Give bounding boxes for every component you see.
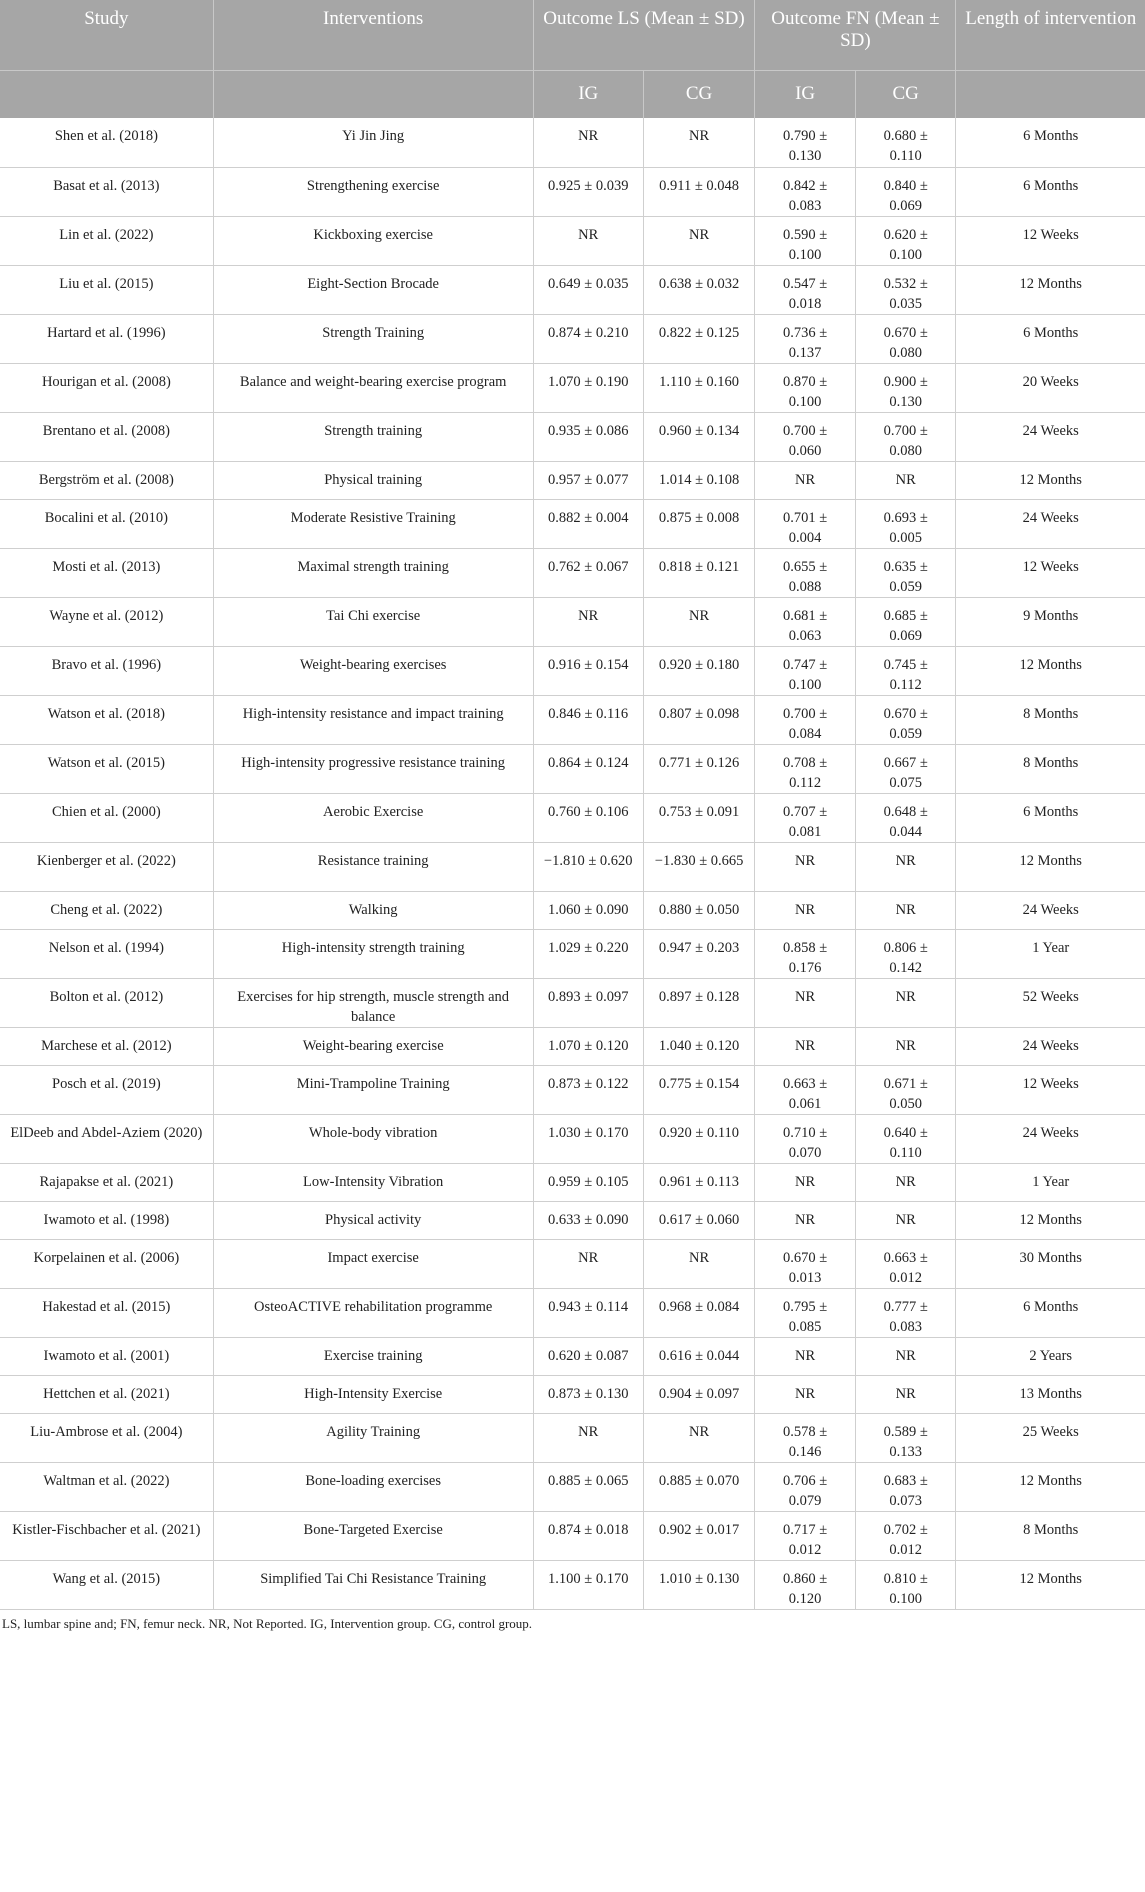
cell-ls-cg: 0.616 ± 0.044 [643, 1337, 754, 1375]
cell-ls-cg: 0.961 ± 0.113 [643, 1163, 754, 1201]
cell-fn-ig: 0.663 ± 0.061 [755, 1065, 856, 1114]
cell-ls-cg: −1.830 ± 0.665 [643, 842, 754, 891]
table-row [0, 646, 1145, 695]
cell-ls-cg: 0.617 ± 0.060 [643, 1201, 754, 1239]
cell-fn-ig: NR [755, 461, 856, 499]
cell-intervention: Tai Chi exercise [213, 597, 533, 646]
cell-fn-ig: NR [755, 1375, 856, 1413]
cell-study: Hartard et al. (1996) [0, 314, 213, 363]
cell-study: Iwamoto et al. (2001) [0, 1337, 213, 1375]
table-row [0, 118, 1145, 167]
cell-ls-cg: NR [643, 118, 754, 167]
cell-ls-ig: −1.810 ± 0.620 [533, 842, 643, 891]
cell-fn-ig: NR [755, 1027, 856, 1065]
cell-ls-ig: 0.935 ± 0.086 [533, 412, 643, 461]
cell-ls-ig: 1.100 ± 0.170 [533, 1560, 643, 1609]
table-row [0, 363, 1145, 412]
cell-intervention: Weight-bearing exercise [213, 1027, 533, 1065]
cell-ls-ig: 1.029 ± 0.220 [533, 929, 643, 978]
cell-length: 12 Months [956, 842, 1145, 891]
cell-ls-cg: 0.947 ± 0.203 [643, 929, 754, 978]
table-row [0, 461, 1145, 499]
cell-ls-ig: 0.925 ± 0.039 [533, 167, 643, 216]
cell-fn-cg: 0.840 ± 0.069 [855, 167, 956, 216]
cell-fn-ig: 0.700 ± 0.060 [755, 412, 856, 461]
cell-study: Korpelainen et al. (2006) [0, 1239, 213, 1288]
cell-study: Wang et al. (2015) [0, 1560, 213, 1609]
cell-ls-ig: 0.620 ± 0.087 [533, 1337, 643, 1375]
cell-intervention: Physical training [213, 461, 533, 499]
cell-fn-ig: 0.707 ± 0.081 [755, 793, 856, 842]
table-body [0, 118, 1145, 1609]
cell-study: Watson et al. (2018) [0, 695, 213, 744]
table-row [0, 978, 1145, 1027]
cell-fn-ig: 0.790 ± 0.130 [755, 118, 856, 167]
cell-study: Chien et al. (2000) [0, 793, 213, 842]
cell-fn-cg: 0.680 ± 0.110 [855, 118, 956, 167]
cell-intervention: Bone-loading exercises [213, 1462, 533, 1511]
cell-fn-ig: 0.655 ± 0.088 [755, 548, 856, 597]
cell-fn-cg: 0.532 ± 0.035 [855, 265, 956, 314]
cell-fn-cg: 0.702 ± 0.012 [855, 1511, 956, 1560]
cell-length: 20 Weeks [956, 363, 1145, 412]
cell-ls-ig: 0.893 ± 0.097 [533, 978, 643, 1027]
cell-length: 6 Months [956, 167, 1145, 216]
cell-ls-cg: 0.902 ± 0.017 [643, 1511, 754, 1560]
cell-intervention: Strength Training [213, 314, 533, 363]
cell-intervention: High-intensity strength training [213, 929, 533, 978]
table-row [0, 891, 1145, 929]
cell-study: Kienberger et al. (2022) [0, 842, 213, 891]
cell-ls-cg: 1.014 ± 0.108 [643, 461, 754, 499]
cell-fn-cg: NR [855, 978, 956, 1027]
cell-ls-cg: 0.920 ± 0.180 [643, 646, 754, 695]
cell-ls-ig: NR [533, 118, 643, 167]
cell-fn-ig: NR [755, 978, 856, 1027]
table-row [0, 1065, 1145, 1114]
cell-length: 24 Weeks [956, 1114, 1145, 1163]
cell-fn-ig: 0.700 ± 0.084 [755, 695, 856, 744]
cell-fn-ig: 0.717 ± 0.012 [755, 1511, 856, 1560]
cell-fn-cg: 0.667 ± 0.075 [855, 744, 956, 793]
cell-length: 24 Weeks [956, 499, 1145, 548]
subheader-fn-cg: CG [855, 70, 956, 118]
table-header [0, 0, 1145, 118]
cell-ls-ig: 0.864 ± 0.124 [533, 744, 643, 793]
subheader-blank [956, 70, 1145, 118]
cell-fn-ig: 0.706 ± 0.079 [755, 1462, 856, 1511]
cell-study: Cheng et al. (2022) [0, 891, 213, 929]
table-row [0, 1027, 1145, 1065]
cell-intervention: Whole-body vibration [213, 1114, 533, 1163]
cell-fn-ig: 0.681 ± 0.063 [755, 597, 856, 646]
cell-ls-cg: 0.911 ± 0.048 [643, 167, 754, 216]
cell-ls-cg: 0.904 ± 0.097 [643, 1375, 754, 1413]
table-row [0, 793, 1145, 842]
cell-fn-cg: 0.589 ± 0.133 [855, 1413, 956, 1462]
table-row [0, 597, 1145, 646]
cell-study: Bolton et al. (2012) [0, 978, 213, 1027]
table-row [0, 216, 1145, 265]
cell-study: Rajapakse et al. (2021) [0, 1163, 213, 1201]
cell-fn-cg: NR [855, 1027, 956, 1065]
cell-length: 6 Months [956, 314, 1145, 363]
cell-intervention: Maximal strength training [213, 548, 533, 597]
header-study: Study [0, 0, 213, 70]
cell-study: Liu-Ambrose et al. (2004) [0, 1413, 213, 1462]
cell-ls-ig: 0.762 ± 0.067 [533, 548, 643, 597]
cell-ls-ig: 0.874 ± 0.210 [533, 314, 643, 363]
cell-study: Hourigan et al. (2008) [0, 363, 213, 412]
cell-intervention: Mini-Trampoline Training [213, 1065, 533, 1114]
cell-length: 24 Weeks [956, 412, 1145, 461]
cell-length: 12 Months [956, 265, 1145, 314]
cell-ls-ig: 0.959 ± 0.105 [533, 1163, 643, 1201]
cell-ls-cg: 0.775 ± 0.154 [643, 1065, 754, 1114]
cell-fn-cg: NR [855, 842, 956, 891]
cell-fn-cg: NR [855, 1201, 956, 1239]
table-row [0, 929, 1145, 978]
cell-ls-cg: NR [643, 597, 754, 646]
cell-length: 8 Months [956, 744, 1145, 793]
cell-fn-ig: 0.747 ± 0.100 [755, 646, 856, 695]
table-row [0, 695, 1145, 744]
cell-ls-ig: 0.874 ± 0.018 [533, 1511, 643, 1560]
table-row [0, 167, 1145, 216]
table-row [0, 1462, 1145, 1511]
table-row [0, 1201, 1145, 1239]
header-outcome-fn: Outcome FN (Mean ± SD) [755, 0, 956, 70]
cell-length: 12 Months [956, 461, 1145, 499]
cell-ls-cg: 0.960 ± 0.134 [643, 412, 754, 461]
cell-length: 25 Weeks [956, 1413, 1145, 1462]
cell-ls-ig: NR [533, 597, 643, 646]
cell-ls-cg: NR [643, 1413, 754, 1462]
cell-fn-ig: 0.670 ± 0.013 [755, 1239, 856, 1288]
cell-fn-cg: 0.620 ± 0.100 [855, 216, 956, 265]
table-row [0, 1239, 1145, 1288]
cell-length: 1 Year [956, 929, 1145, 978]
cell-fn-cg: 0.810 ± 0.100 [855, 1560, 956, 1609]
cell-fn-cg: 0.777 ± 0.083 [855, 1288, 956, 1337]
cell-intervention: High-intensity progressive resistance training [213, 744, 533, 793]
table-footnote: LS, lumbar spine and; FN, femur neck. NR, Not Reported. IG, Intervention group. CG, control group. [2, 1615, 533, 1631]
cell-ls-cg: 0.897 ± 0.128 [643, 978, 754, 1027]
cell-fn-ig: NR [755, 1201, 856, 1239]
header-interventions: Interventions [213, 0, 533, 70]
cell-study: Lin et al. (2022) [0, 216, 213, 265]
cell-length: 2 Years [956, 1337, 1145, 1375]
cell-study: Hettchen et al. (2021) [0, 1375, 213, 1413]
cell-ls-cg: 1.040 ± 0.120 [643, 1027, 754, 1065]
cell-ls-cg: NR [643, 1239, 754, 1288]
cell-ls-cg: 0.771 ± 0.126 [643, 744, 754, 793]
cell-ls-cg: 0.818 ± 0.121 [643, 548, 754, 597]
cell-ls-cg: 0.885 ± 0.070 [643, 1462, 754, 1511]
cell-fn-ig: 0.842 ± 0.083 [755, 167, 856, 216]
cell-study: Mosti et al. (2013) [0, 548, 213, 597]
cell-fn-ig: 0.860 ± 0.120 [755, 1560, 856, 1609]
cell-length: 12 Weeks [956, 216, 1145, 265]
cell-study: Watson et al. (2015) [0, 744, 213, 793]
cell-length: 30 Months [956, 1239, 1145, 1288]
cell-length: 6 Months [956, 118, 1145, 167]
cell-intervention: Physical activity [213, 1201, 533, 1239]
cell-study: Nelson et al. (1994) [0, 929, 213, 978]
cell-fn-cg: 0.693 ± 0.005 [855, 499, 956, 548]
cell-study: Bergström et al. (2008) [0, 461, 213, 499]
cell-length: 12 Months [956, 1201, 1145, 1239]
table-row [0, 1288, 1145, 1337]
cell-length: 8 Months [956, 1511, 1145, 1560]
cell-intervention: Bone-Targeted Exercise [213, 1511, 533, 1560]
cell-study: Basat et al. (2013) [0, 167, 213, 216]
table-row [0, 1560, 1145, 1609]
cell-length: 12 Months [956, 646, 1145, 695]
table-row [0, 412, 1145, 461]
cell-intervention: Strength training [213, 412, 533, 461]
cell-ls-ig: 0.873 ± 0.122 [533, 1065, 643, 1114]
cell-intervention: Impact exercise [213, 1239, 533, 1288]
table-row [0, 314, 1145, 363]
cell-ls-ig: 1.030 ± 0.170 [533, 1114, 643, 1163]
cell-length: 12 Months [956, 1560, 1145, 1609]
cell-study: ElDeeb and Abdel-Aziem (2020) [0, 1114, 213, 1163]
cell-intervention: Eight-Section Brocade [213, 265, 533, 314]
cell-intervention: Resistance training [213, 842, 533, 891]
table-row [0, 499, 1145, 548]
cell-intervention: Moderate Resistive Training [213, 499, 533, 548]
cell-ls-cg: 0.807 ± 0.098 [643, 695, 754, 744]
cell-ls-ig: 1.070 ± 0.120 [533, 1027, 643, 1065]
subheader-fn-ig: IG [755, 70, 856, 118]
cell-ls-ig: NR [533, 216, 643, 265]
cell-ls-cg: 0.920 ± 0.110 [643, 1114, 754, 1163]
cell-ls-ig: 1.070 ± 0.190 [533, 363, 643, 412]
cell-ls-cg: 1.110 ± 0.160 [643, 363, 754, 412]
table-row [0, 1163, 1145, 1201]
cell-fn-ig: 0.736 ± 0.137 [755, 314, 856, 363]
cell-fn-ig: 0.708 ± 0.112 [755, 744, 856, 793]
cell-study: Brentano et al. (2008) [0, 412, 213, 461]
table-row [0, 1337, 1145, 1375]
cell-ls-ig: 0.885 ± 0.065 [533, 1462, 643, 1511]
cell-fn-cg: 0.648 ± 0.044 [855, 793, 956, 842]
cell-length: 24 Weeks [956, 1027, 1145, 1065]
cell-fn-cg: 0.700 ± 0.080 [855, 412, 956, 461]
cell-study: Shen et al. (2018) [0, 118, 213, 167]
cell-ls-ig: 0.649 ± 0.035 [533, 265, 643, 314]
cell-intervention: Low-Intensity Vibration [213, 1163, 533, 1201]
cell-fn-cg: 0.663 ± 0.012 [855, 1239, 956, 1288]
cell-study: Posch et al. (2019) [0, 1065, 213, 1114]
cell-fn-cg: 0.635 ± 0.059 [855, 548, 956, 597]
table-row [0, 548, 1145, 597]
cell-intervention: OsteoACTIVE rehabilitation programme [213, 1288, 533, 1337]
cell-ls-cg: 0.968 ± 0.084 [643, 1288, 754, 1337]
cell-ls-cg: 0.880 ± 0.050 [643, 891, 754, 929]
cell-fn-cg: 0.900 ± 0.130 [855, 363, 956, 412]
cell-length: 24 Weeks [956, 891, 1145, 929]
cell-fn-ig: NR [755, 842, 856, 891]
cell-intervention: Simplified Tai Chi Resistance Training [213, 1560, 533, 1609]
cell-fn-ig: 0.795 ± 0.085 [755, 1288, 856, 1337]
cell-length: 13 Months [956, 1375, 1145, 1413]
cell-length: 8 Months [956, 695, 1145, 744]
table-row [0, 1375, 1145, 1413]
cell-study: Bravo et al. (1996) [0, 646, 213, 695]
cell-fn-cg: 0.640 ± 0.110 [855, 1114, 956, 1163]
cell-intervention: Strengthening exercise [213, 167, 533, 216]
cell-study: Liu et al. (2015) [0, 265, 213, 314]
cell-fn-cg: 0.671 ± 0.050 [855, 1065, 956, 1114]
cell-study: Wayne et al. (2012) [0, 597, 213, 646]
cell-fn-cg: 0.806 ± 0.142 [855, 929, 956, 978]
cell-length: 12 Weeks [956, 548, 1145, 597]
cell-fn-ig: 0.870 ± 0.100 [755, 363, 856, 412]
cell-length: 12 Weeks [956, 1065, 1145, 1114]
table-row [0, 1511, 1145, 1560]
cell-ls-ig: 0.760 ± 0.106 [533, 793, 643, 842]
subheader-blank [213, 70, 533, 118]
cell-fn-ig: NR [755, 1337, 856, 1375]
table-row [0, 265, 1145, 314]
cell-fn-cg: NR [855, 891, 956, 929]
cell-length: 6 Months [956, 1288, 1145, 1337]
table-row [0, 744, 1145, 793]
cell-fn-ig: 0.701 ± 0.004 [755, 499, 856, 548]
cell-study: Bocalini et al. (2010) [0, 499, 213, 548]
subheader-ls-ig: IG [533, 70, 643, 118]
cell-fn-cg: NR [855, 461, 956, 499]
cell-ls-ig: 0.957 ± 0.077 [533, 461, 643, 499]
cell-fn-ig: NR [755, 1163, 856, 1201]
cell-length: 52 Weeks [956, 978, 1145, 1027]
cell-intervention: Kickboxing exercise [213, 216, 533, 265]
cell-study: Marchese et al. (2012) [0, 1027, 213, 1065]
cell-ls-ig: 0.846 ± 0.116 [533, 695, 643, 744]
cell-intervention: Weight-bearing exercises [213, 646, 533, 695]
table-row [0, 1413, 1145, 1462]
cell-fn-cg: NR [855, 1337, 956, 1375]
cell-ls-cg: NR [643, 216, 754, 265]
cell-intervention: Walking [213, 891, 533, 929]
cell-study: Iwamoto et al. (1998) [0, 1201, 213, 1239]
subheader-blank [0, 70, 213, 118]
cell-length: 12 Months [956, 1462, 1145, 1511]
cell-ls-cg: 0.875 ± 0.008 [643, 499, 754, 548]
cell-ls-cg: 1.010 ± 0.130 [643, 1560, 754, 1609]
cell-ls-cg: 0.638 ± 0.032 [643, 265, 754, 314]
cell-fn-cg: 0.685 ± 0.069 [855, 597, 956, 646]
cell-ls-cg: 0.753 ± 0.091 [643, 793, 754, 842]
cell-study: Kistler-Fischbacher et al. (2021) [0, 1511, 213, 1560]
cell-fn-cg: 0.670 ± 0.080 [855, 314, 956, 363]
header-outcome-ls: Outcome LS (Mean ± SD) [533, 0, 755, 70]
cell-ls-ig: 0.916 ± 0.154 [533, 646, 643, 695]
cell-intervention: Exercise training [213, 1337, 533, 1375]
cell-ls-ig: 0.943 ± 0.114 [533, 1288, 643, 1337]
cell-ls-ig: 0.633 ± 0.090 [533, 1201, 643, 1239]
cell-intervention: High-intensity resistance and impact training [213, 695, 533, 744]
cell-length: 9 Months [956, 597, 1145, 646]
cell-study: Hakestad et al. (2015) [0, 1288, 213, 1337]
cell-ls-ig: 0.882 ± 0.004 [533, 499, 643, 548]
cell-fn-ig: 0.858 ± 0.176 [755, 929, 856, 978]
cell-intervention: Balance and weight-bearing exercise program [213, 363, 533, 412]
cell-fn-ig: 0.547 ± 0.018 [755, 265, 856, 314]
cell-fn-cg: NR [855, 1163, 956, 1201]
cell-fn-ig: 0.590 ± 0.100 [755, 216, 856, 265]
cell-intervention: Aerobic Exercise [213, 793, 533, 842]
cell-fn-cg: 0.670 ± 0.059 [855, 695, 956, 744]
cell-fn-cg: 0.683 ± 0.073 [855, 1462, 956, 1511]
cell-ls-ig: 1.060 ± 0.090 [533, 891, 643, 929]
table-row [0, 1114, 1145, 1163]
header-length: Length of intervention [956, 0, 1145, 70]
cell-study: Waltman et al. (2022) [0, 1462, 213, 1511]
cell-intervention: Agility Training [213, 1413, 533, 1462]
cell-ls-ig: 0.873 ± 0.130 [533, 1375, 643, 1413]
cell-length: 1 Year [956, 1163, 1145, 1201]
cell-intervention: Exercises for hip strength, muscle strength and balance [213, 978, 533, 1027]
cell-fn-ig: 0.578 ± 0.146 [755, 1413, 856, 1462]
cell-fn-ig: 0.710 ± 0.070 [755, 1114, 856, 1163]
cell-ls-ig: NR [533, 1413, 643, 1462]
cell-intervention: High-Intensity Exercise [213, 1375, 533, 1413]
cell-fn-cg: NR [855, 1375, 956, 1413]
cell-fn-cg: 0.745 ± 0.112 [855, 646, 956, 695]
subheader-ls-cg: CG [643, 70, 754, 118]
cell-length: 6 Months [956, 793, 1145, 842]
cell-ls-ig: NR [533, 1239, 643, 1288]
cell-ls-cg: 0.822 ± 0.125 [643, 314, 754, 363]
table-row [0, 842, 1145, 891]
cell-fn-ig: NR [755, 891, 856, 929]
cell-intervention: Yi Jin Jing [213, 118, 533, 167]
